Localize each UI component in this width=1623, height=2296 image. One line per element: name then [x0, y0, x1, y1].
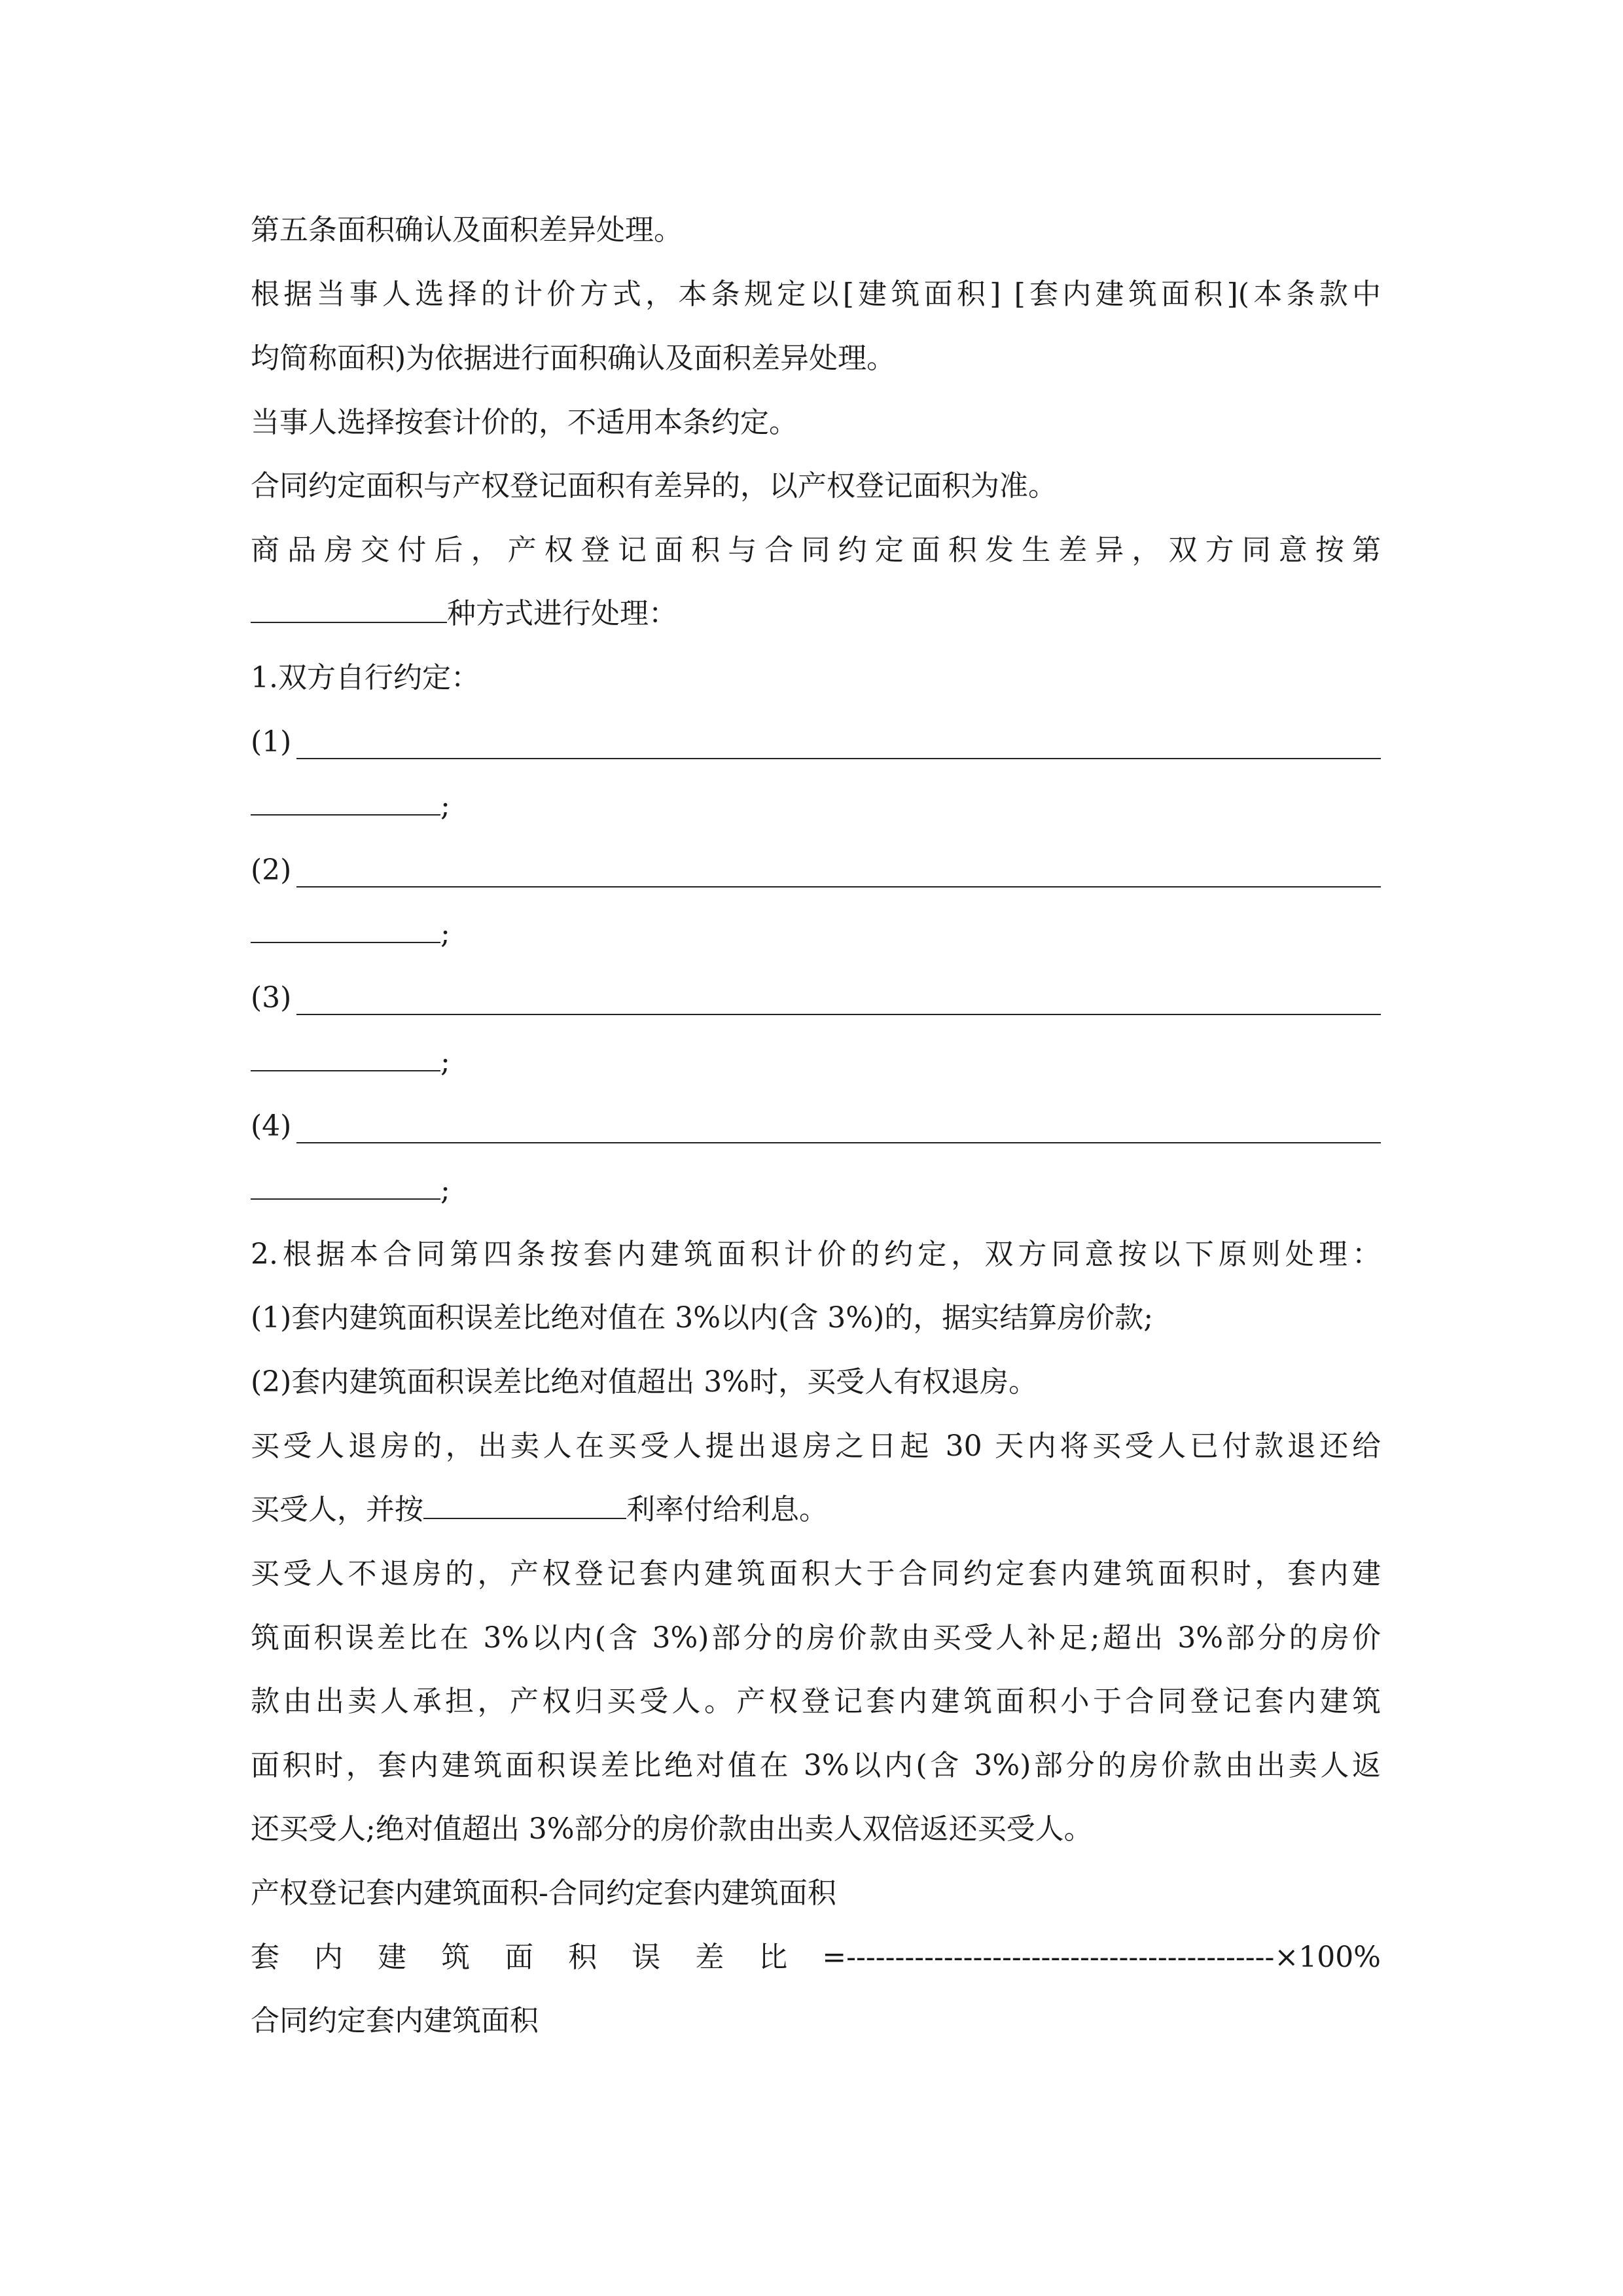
- option1-item-label: (2): [251, 853, 292, 887]
- section-heading: 第五条面积确认及面积差异处理。: [251, 213, 683, 247]
- option1-item-4-blank[interactable]: [296, 1142, 1381, 1143]
- formula-numerator: 产权登记套内建筑面积-合同约定套内建筑面积: [251, 1876, 836, 1910]
- option2-item-2: (2)套内建筑面积误差比绝对值超出 3%时，买受人有权退房。: [251, 1365, 1038, 1399]
- para2: 当事人选择按套计价的，不适用本条约定。: [251, 406, 798, 439]
- option1-item-3-cont: [251, 1036, 450, 1088]
- noreturn-line1: 买受人不退房的，产权登记套内建筑面积大于合同约定套内建筑面积时，套内建: [251, 1557, 1381, 1590]
- item-end-mark: ;: [440, 917, 450, 950]
- refund-line2-suffix: 利率付给利息。: [626, 1493, 828, 1526]
- option1-item-label: (1): [251, 725, 292, 759]
- refund-line1: 买受人退房的，出卖人在买受人提出退房之日起 30 天内将买受人已付款退还给: [251, 1429, 1381, 1463]
- item-end-mark: ;: [440, 1045, 450, 1079]
- option1-item-2-blank[interactable]: [296, 886, 1381, 888]
- option1-title: 1.双方自行约定：: [251, 661, 480, 694]
- para4-line2: [251, 588, 677, 640]
- option1-item-label: (3): [251, 981, 292, 1014]
- method-number-blank[interactable]: [251, 596, 447, 623]
- item-end-mark: ;: [440, 789, 450, 823]
- option1-item-2-blank-2[interactable]: [251, 916, 440, 943]
- formula-main: 套内建筑面积误差比=--------------------------------------------×100%: [251, 1941, 1381, 1974]
- refund-line2-prefix: 买受人，并按: [251, 1493, 423, 1526]
- option1-item-1-blank-2[interactable]: [251, 788, 440, 816]
- option1-item-2: [251, 844, 291, 897]
- option2-title: 2.根据本合同第四条按套内建筑面积计价的约定，双方同意按以下原则处理：: [251, 1238, 1381, 1271]
- option1-item-3: [251, 972, 291, 1024]
- option2-item-1: (1)套内建筑面积误差比绝对值在 3%以内(含 3%)的，据实结算房价款;: [251, 1301, 1154, 1335]
- noreturn-line5: 还买受人;绝对值超出 3%部分的房价款由出卖人双倍返还买受人。: [251, 1812, 1093, 1846]
- item-end-mark: ;: [440, 1174, 450, 1207]
- noreturn-line2: 筑面积误差比在 3%以内(含 3%)部分的房价款由买受人补足;超出 3%部分的房价: [251, 1621, 1381, 1655]
- para3: 合同约定面积与产权登记面积有差异的，以产权登记面积为准。: [251, 469, 1057, 503]
- interest-rate-blank[interactable]: [423, 1492, 626, 1519]
- para4-line2-suffix: 种方式进行处理：: [447, 597, 677, 630]
- noreturn-line4: 面积时，套内建筑面积误差比绝对值在 3%以内(含 3%)部分的房价款由出卖人返: [251, 1749, 1381, 1782]
- option1-item-3-blank-2[interactable]: [251, 1044, 440, 1071]
- formula-denominator: 合同约定套内建筑面积: [251, 2004, 539, 2037]
- option1-item-label: (4): [251, 1109, 292, 1143]
- noreturn-line3: 款由出卖人承担，产权归买受人。产权登记套内建筑面积小于合同登记套内建筑: [251, 1685, 1381, 1718]
- refund-line2: [251, 1484, 828, 1536]
- option1-item-1-blank[interactable]: [296, 758, 1381, 759]
- para4-line1: 商品房交付后，产权登记面积与合同约定面积发生差异，双方同意按第: [251, 533, 1381, 567]
- option1-item-1-cont: [251, 780, 450, 833]
- para1-line2: 均简称面积)为依据进行面积确认及面积差异处理。: [251, 342, 896, 375]
- option1-item-2-cont: [251, 908, 450, 960]
- option1-item-4-cont: [251, 1164, 450, 1217]
- option1-item-4: [251, 1100, 291, 1153]
- para1-line1: 根据当事人选择的计价方式，本条规定以[建筑面积] [套内建筑面积](本条款中: [251, 278, 1381, 311]
- option1-item-1: [251, 716, 291, 768]
- option1-item-3-blank[interactable]: [296, 1014, 1381, 1015]
- option1-item-4-blank-2[interactable]: [251, 1172, 440, 1200]
